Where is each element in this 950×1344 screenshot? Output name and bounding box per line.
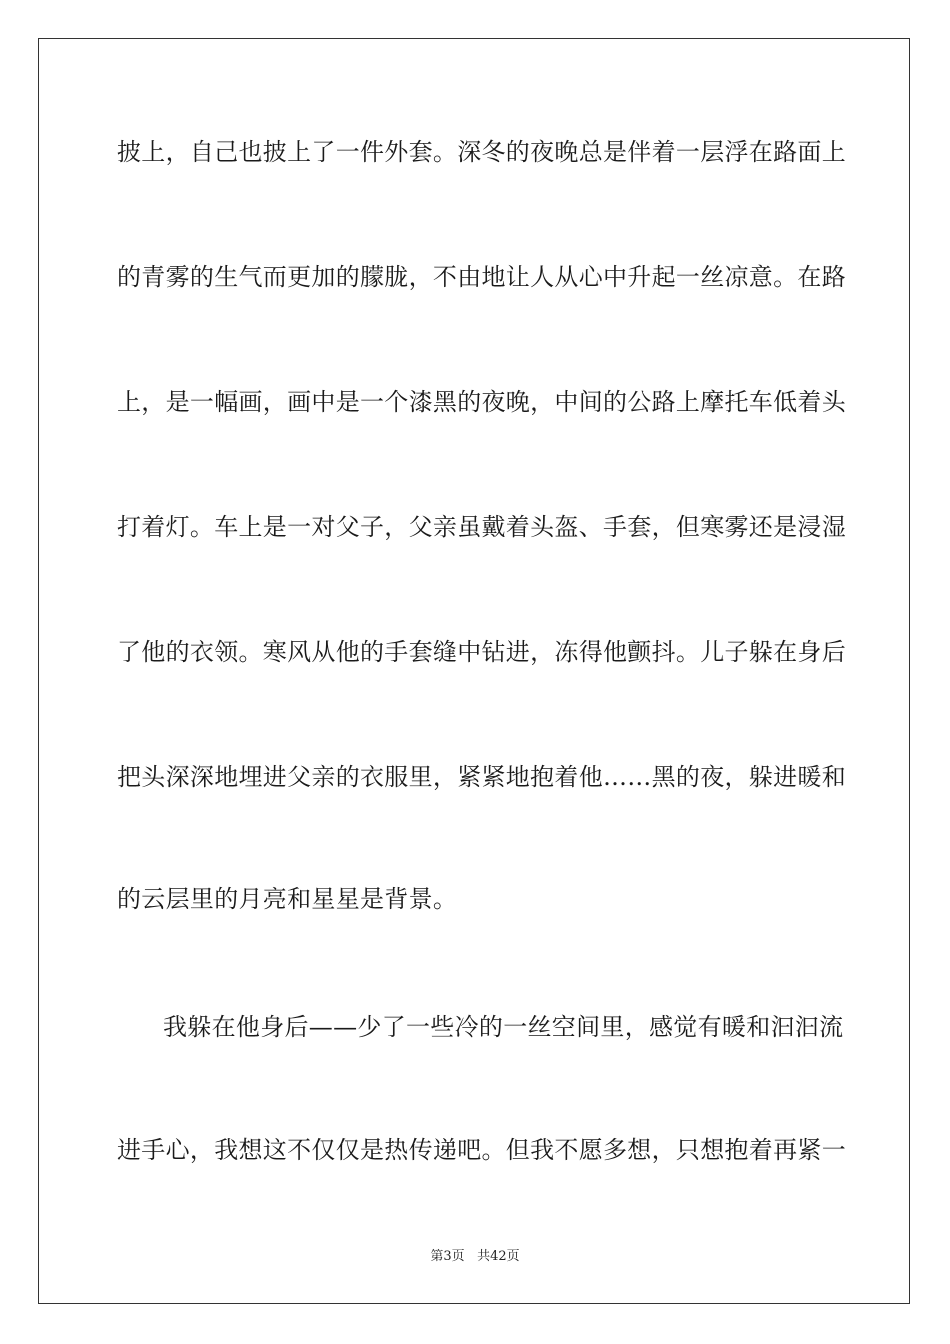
page-total: 共42页 [477,1249,520,1264]
page-border [38,38,910,1304]
text-line: 了他的衣领。寒风从他的手套缝中钻进，冻得他颤抖。儿子躲在身后 [117,638,846,666]
paragraph-first-line: 我躲在他身后——少了一些冷的一丝空间里，感觉有暖和汩汩流 [163,1013,844,1041]
text-line: 进手心，我想这不仅仅是热传递吧。但我不愿多想，只想抱着再紧一 [117,1136,846,1164]
text-line: 的云层里的月亮和星星是背景。 [117,885,458,913]
text-line: 的青雾的生气而更加的朦胧，不由地让人从心中升起一丝凉意。在路 [117,263,846,291]
page-footer [0,1248,950,1266]
page-number: 第3页 [430,1249,465,1264]
text-line: 上，是一幅画，画中是一个漆黑的夜晚，中间的公路上摩托车低着头 [117,388,846,416]
text-line: 打着灯。车上是一对父子，父亲虽戴着头盔、手套，但寒雾还是浸湿 [117,513,846,541]
text-line: 把头深深地埋进父亲的衣服里，紧紧地抱着他……黑的夜，躲进暖和 [117,763,846,791]
text-line: 披上，自己也披上了一件外套。深冬的夜晚总是伴着一层浮在路面上 [117,138,846,166]
